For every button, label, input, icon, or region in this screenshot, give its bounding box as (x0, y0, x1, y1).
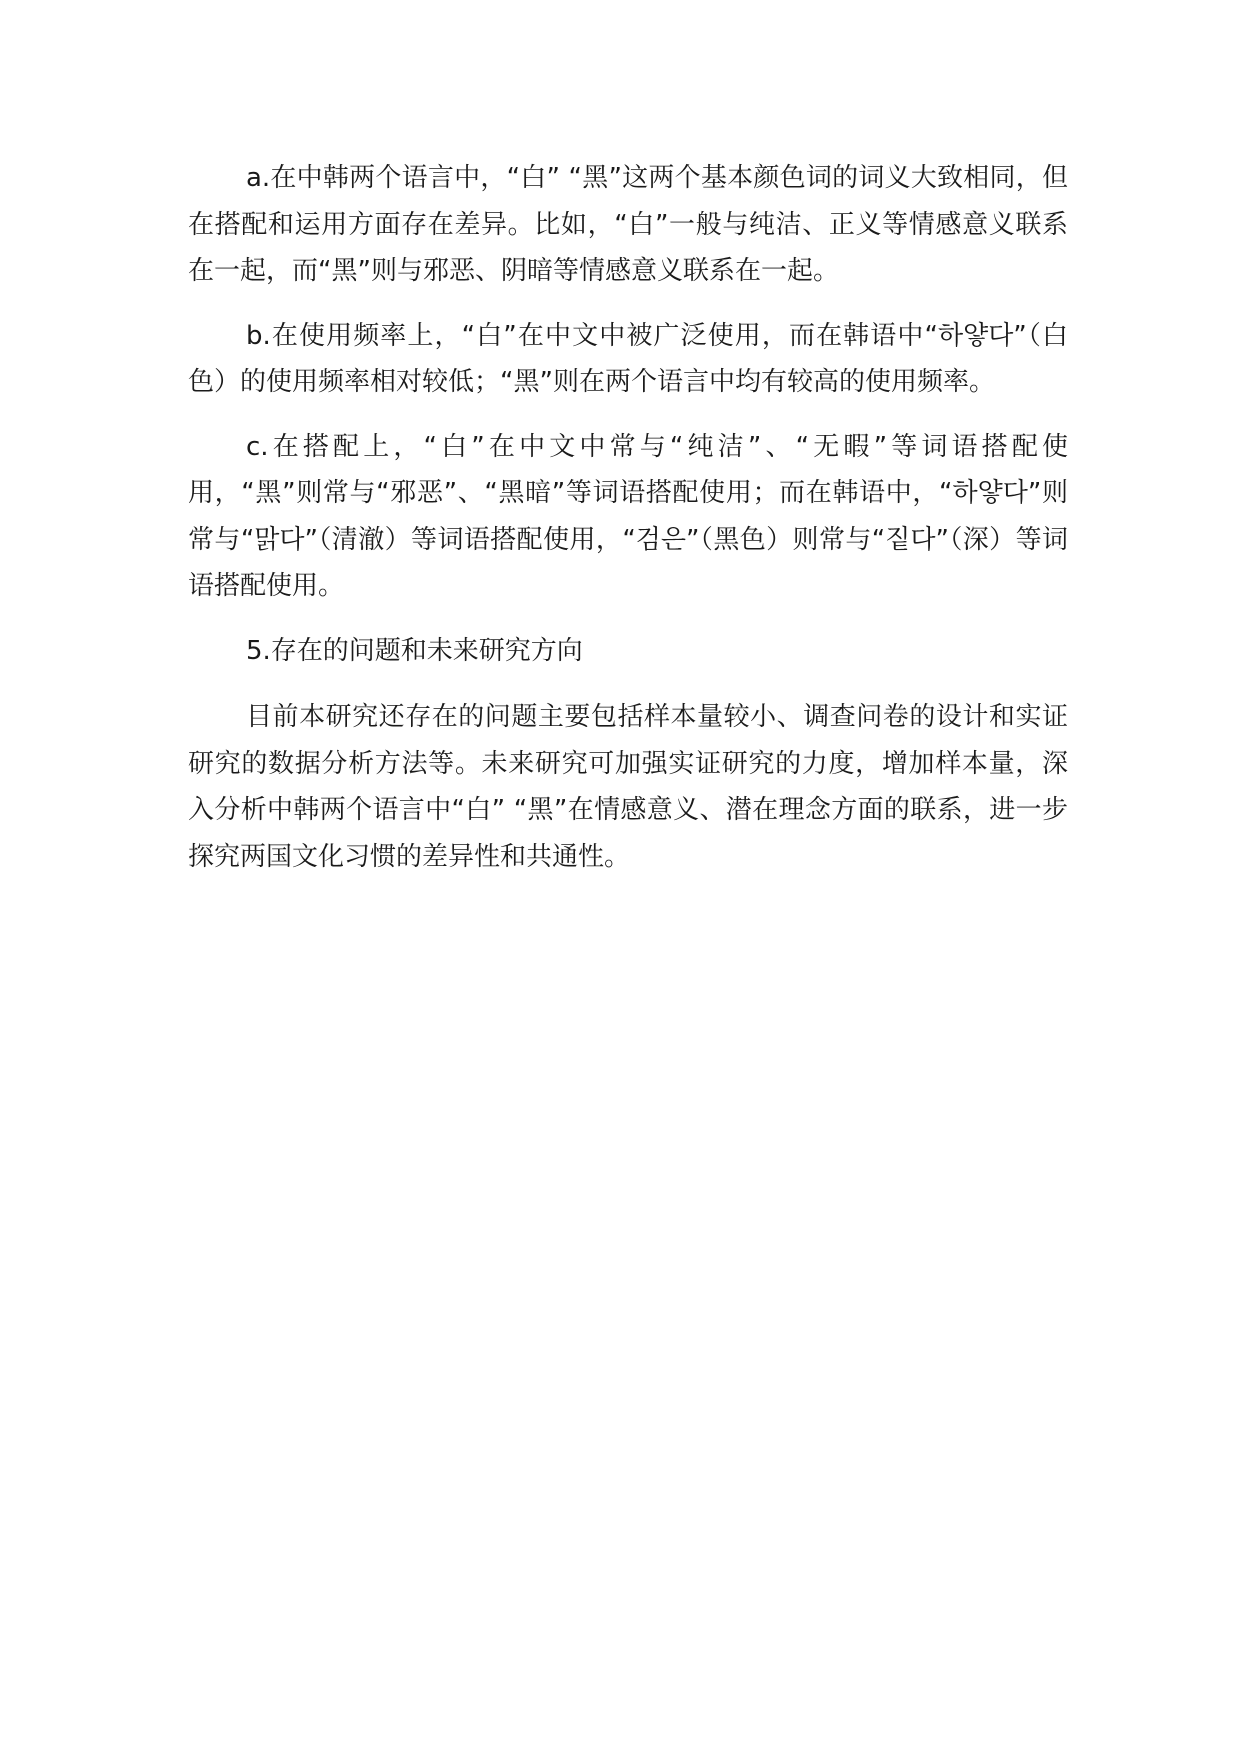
paragraph-c: c.在搭配上，“白”在中文中常与“纯洁”、“无暇”等词语搭配使用，“黑”则常与“邪恶”、“黑暗”等词语搭配使用；而在韩语中，“하얗다”则常与“맑다”（清澈）等词语搭配使用，“검은”（黑色）则常与“짙다”（深）等词语搭配使用。 (188, 431, 1068, 601)
document-body (188, 155, 1068, 898)
closing-paragraph: 目前本研究还存在的问题主要包括样本量较小、调查问卷的设计和实证研究的数据分析方法等。未来研究可加强实证研究的力度，增加样本量，深入分析中韩两个语言中“白” “黑”在情感意义、潜在理念方面的联系，进一步探究两国文化习惯的差异性和共通性。 (188, 702, 1068, 872)
section-heading: 5.存在的问题和未来研究方向 (246, 635, 583, 666)
paragraph-a: a.在中韩两个语言中，“白” “黑”这两个基本颜色词的词义大致相同，但在搭配和运用方面存在差异。比如，“白”一般与纯洁、正义等情感意义联系在一起，而“黑”则与邪恶、阴暗等情感意义联系在一起。 (188, 163, 1068, 286)
paragraph-b: b.在使用频率上，“白”在中文中被广泛使用，而在韩语中“하얗다”（白色）的使用频率相对较低；“黑”则在两个语言中均有较高的使用频率。 (188, 320, 1068, 397)
